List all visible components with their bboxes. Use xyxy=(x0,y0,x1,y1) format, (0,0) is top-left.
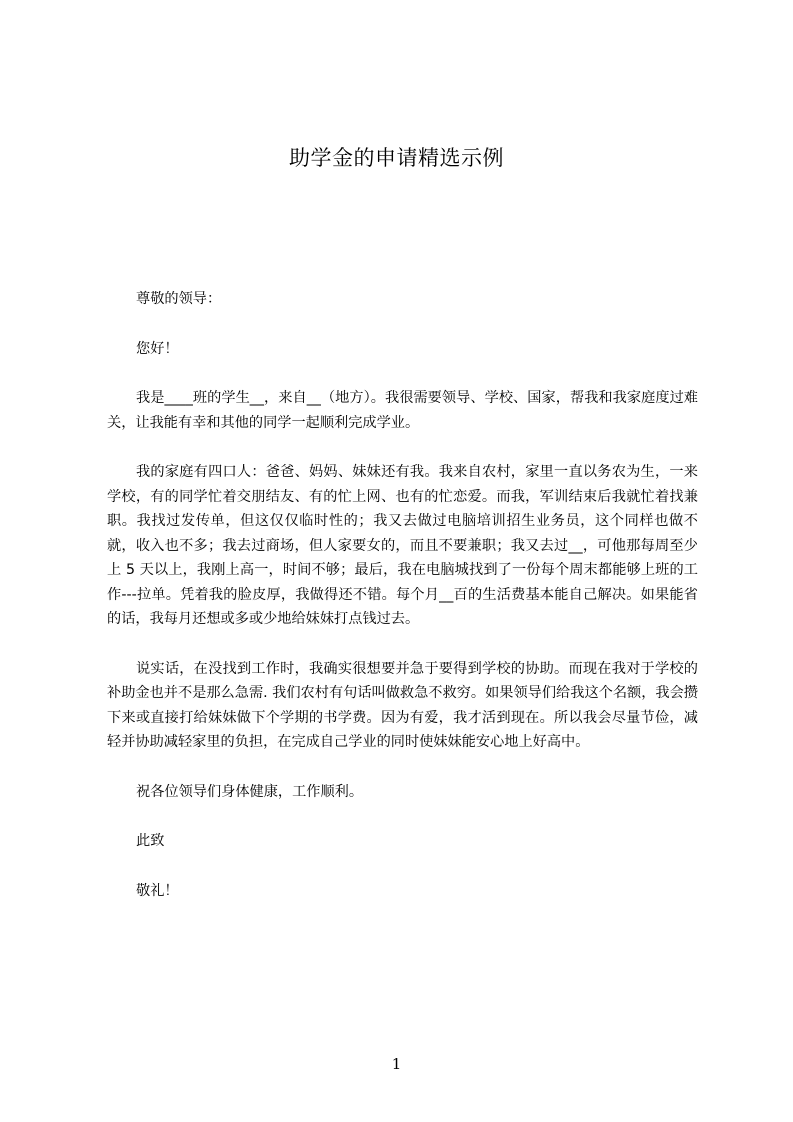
document-title: 助学金的申请精选示例 xyxy=(289,146,504,170)
salutation: 尊敬的领导： xyxy=(136,291,222,307)
page-number: 1 xyxy=(391,1055,402,1073)
body-paragraph: 我是____班的学生__，来自__（地方）。我很需要领导、学校、国家，帮我和我家庭度过难关，让我能有幸和其他的同学一起顺利完成学业。 xyxy=(107,390,698,431)
body-paragraph: 我的家庭有四口人：爸爸、妈妈、妹妹还有我。我来自农村，家里一直以务农为生，一来学校，有的同学忙着交朋结友、有的忙上网、也有的忙恋爱。而我，军训结束后我就忙着找兼职。我找过发传单，但这仅仅临时性的；我又去做过电脑培训招生业务员，这个同样也做不就，收入也不多；我去过商场，但人家要女的，而且不要兼职；我又去过__，可他那每周至少上 5 天以上，我刚上高一，时间不够；最后，我在电脑城找到了一份每个周末都能够上班的工作---拉单。凭着我的脸皮厚，我做得还不错。每个月__百的生活费基本能自己解决。如果能省的话，我每月还想或多或少地给妹妹打点钱过去。 xyxy=(107,464,698,627)
body-paragraph: 说实话，在没找到工作时，我确实很想要并急于要得到学校的协助。而现在我对于学校的补助金也并不是那么急需. 我们农村有句话叫做救急不救穷。如果领导们给我这个名额，我会攒下来或直接打给妹妹做下个学期的书学费。因为有爱，我才活到现在。所以我会尽量节俭，减轻并协助减轻家里的负担，在完成自己学业的同时使妹妹能安心地上好高中。 xyxy=(107,660,698,750)
document-body xyxy=(107,287,698,928)
closing-wish: 祝各位领导们身体健康，工作顺利。 xyxy=(136,783,364,800)
greeting: 您好！ xyxy=(136,340,179,357)
closing-jingli: 敬礼！ xyxy=(136,882,179,899)
closing-cizhi: 此致 xyxy=(136,833,165,849)
